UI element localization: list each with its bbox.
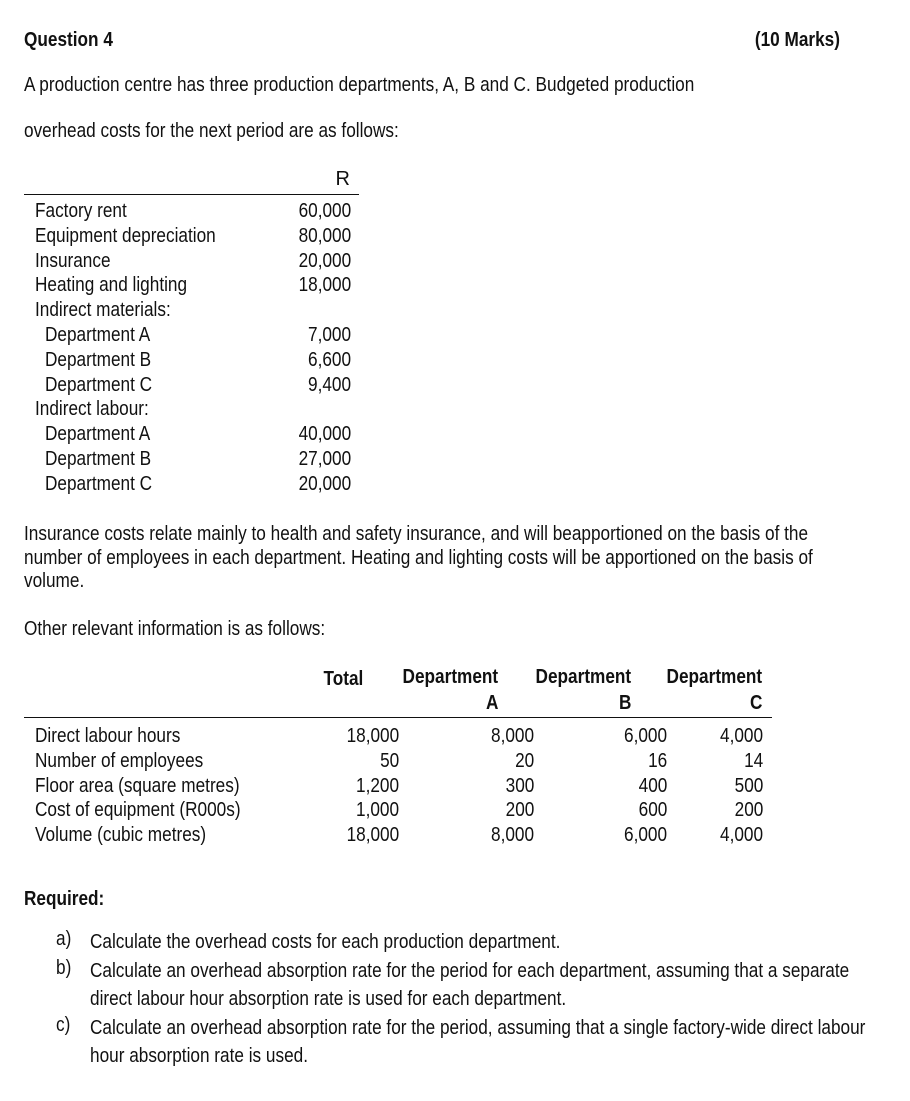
required-item bbox=[56, 928, 856, 957]
info-dept-a: 8,000 bbox=[490, 725, 534, 747]
info-label: Volume (cubic metres) bbox=[35, 824, 207, 847]
info-label: Floor area (square metres) bbox=[35, 774, 240, 797]
info-label: Direct labour hours bbox=[35, 725, 181, 747]
info-dept-b: 400 bbox=[638, 774, 667, 797]
required-item bbox=[56, 1013, 866, 1071]
insurance-note-line: Insurance costs relate mainly to health and safety insurance, and will beapportioned on the basis of the bbox=[24, 523, 809, 545]
cost-value: 20,000 bbox=[298, 249, 351, 272]
cost-label: Indirect materials: bbox=[35, 299, 171, 322]
cost-row bbox=[35, 273, 351, 298]
info-label: Cost of equipment (R000s) bbox=[35, 799, 241, 822]
cost-label: Heating and lighting bbox=[35, 274, 188, 297]
cost-row bbox=[35, 397, 351, 422]
info-dept-a: 20 bbox=[514, 749, 534, 772]
info-dept-c: 4,000 bbox=[719, 824, 763, 847]
cost-value: 20,000 bbox=[298, 472, 351, 495]
info-dept-c: 4,000 bbox=[719, 725, 763, 747]
cost-row bbox=[35, 298, 351, 323]
info-dept-c: 14 bbox=[743, 749, 763, 772]
info-table-rule bbox=[24, 717, 772, 718]
cost-label: Insurance bbox=[35, 249, 111, 272]
cost-value: 27,000 bbox=[298, 447, 351, 470]
cost-row bbox=[35, 224, 351, 249]
insurance-note bbox=[24, 523, 894, 594]
cost-label: Department A bbox=[45, 323, 151, 346]
cost-label: Department A bbox=[45, 423, 151, 446]
cost-value: 7,000 bbox=[307, 323, 351, 346]
cost-table bbox=[35, 199, 351, 497]
header-dept-b-letter: B bbox=[618, 692, 631, 714]
info-row bbox=[35, 749, 763, 774]
info-dept-c: 200 bbox=[734, 799, 763, 822]
info-row bbox=[35, 823, 763, 848]
header-dept-b: Department bbox=[535, 666, 631, 688]
cost-value: 80,000 bbox=[298, 224, 351, 247]
info-total: 1,200 bbox=[355, 774, 399, 797]
cost-value: 60,000 bbox=[298, 200, 351, 222]
info-row bbox=[35, 798, 763, 823]
cost-currency-header: R bbox=[335, 168, 350, 190]
info-dept-b: 600 bbox=[638, 799, 667, 822]
cost-row bbox=[35, 373, 351, 398]
header-total: Total bbox=[323, 668, 363, 690]
cost-value: 6,600 bbox=[307, 348, 351, 371]
required-item-marker: a) bbox=[56, 928, 72, 950]
info-dept-b: 6,000 bbox=[623, 824, 667, 847]
info-label: Number of employees bbox=[35, 749, 204, 772]
insurance-note-line: volume. bbox=[24, 570, 85, 592]
required-item-text: Calculate the overhead costs for each production department. bbox=[90, 931, 561, 953]
cost-label: Factory rent bbox=[35, 200, 127, 222]
required-item-text: direct labour hour absorption rate is used for each department. bbox=[90, 988, 567, 1010]
info-dept-c: 500 bbox=[734, 774, 763, 797]
insurance-note-line: number of employees in each department. Heating and lighting costs will be apportioned on the basis of bbox=[24, 546, 813, 569]
info-total: 18,000 bbox=[346, 824, 399, 847]
other-info-intro: Other relevant information is as follows: bbox=[24, 618, 326, 640]
info-total: 1,000 bbox=[355, 799, 399, 822]
cost-label: Department C bbox=[45, 373, 153, 396]
cost-label: Equipment depreciation bbox=[35, 224, 216, 247]
info-dept-b: 6,000 bbox=[623, 725, 667, 747]
header-dept-a: Department bbox=[402, 666, 498, 688]
info-total: 18,000 bbox=[346, 725, 399, 747]
info-table bbox=[35, 724, 763, 848]
required-title: Required: bbox=[24, 888, 105, 910]
cost-value: 40,000 bbox=[298, 423, 351, 446]
info-dept-a: 300 bbox=[505, 774, 534, 797]
required-item-text: Calculate an overhead absorption rate for the period for each department, assuming that a separate bbox=[90, 959, 850, 982]
required-item-text: Calculate an overhead absorption rate for the period, assuming that a single factory-wide direct labour bbox=[90, 1016, 866, 1039]
intro-line-2: overhead costs for the next period are as follows: bbox=[24, 120, 399, 142]
info-dept-a: 200 bbox=[505, 799, 534, 822]
marks-label: (10 Marks) bbox=[754, 29, 840, 51]
header-dept-c-letter: C bbox=[749, 692, 762, 714]
cost-row bbox=[35, 422, 351, 447]
cost-row bbox=[35, 323, 351, 348]
cost-table-rule bbox=[24, 194, 359, 195]
intro-line-1: A production centre has three production departments, A, B and C. Budgeted production bbox=[24, 74, 695, 96]
header-dept-c: Department bbox=[666, 666, 762, 688]
cost-label: Department B bbox=[45, 348, 152, 371]
required-item bbox=[56, 957, 856, 1014]
cost-label: Department C bbox=[45, 472, 153, 495]
cost-row bbox=[35, 249, 351, 274]
info-total: 50 bbox=[379, 749, 399, 772]
info-dept-b: 16 bbox=[647, 749, 667, 772]
required-item-marker: c) bbox=[56, 1013, 71, 1036]
required-item-marker: b) bbox=[56, 956, 72, 979]
info-row bbox=[35, 724, 763, 749]
required-list bbox=[56, 928, 866, 1071]
cost-label: Department B bbox=[45, 447, 152, 470]
cost-value: 18,000 bbox=[298, 274, 351, 297]
info-dept-a: 8,000 bbox=[490, 824, 534, 847]
header-dept-a-letter: A bbox=[485, 692, 498, 714]
cost-row bbox=[35, 199, 351, 224]
cost-row bbox=[35, 348, 351, 373]
cost-row bbox=[35, 472, 351, 497]
question-title: Question 4 bbox=[24, 29, 113, 51]
info-row bbox=[35, 774, 763, 799]
cost-value: 9,400 bbox=[307, 373, 351, 396]
cost-row bbox=[35, 447, 351, 472]
required-item-text: hour absorption rate is used. bbox=[90, 1045, 309, 1067]
cost-label: Indirect labour: bbox=[35, 398, 149, 421]
